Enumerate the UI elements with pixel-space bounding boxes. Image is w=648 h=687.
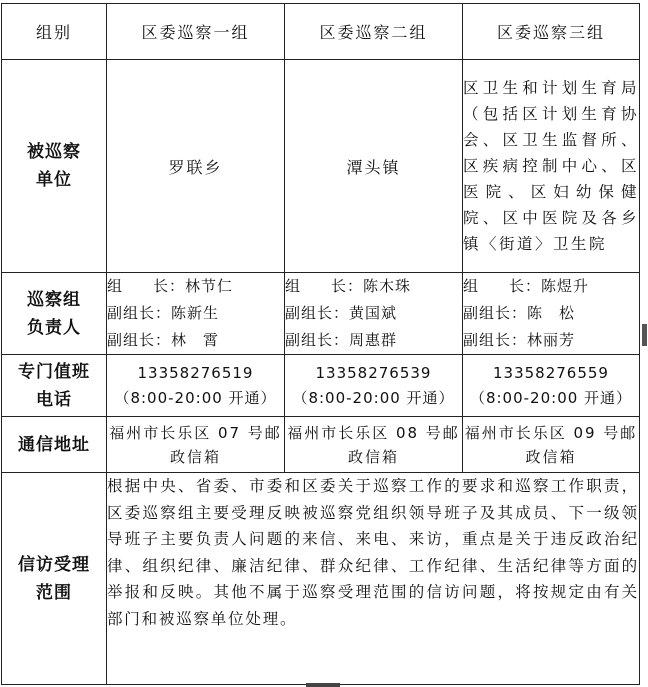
group-2-unit: 潭头镇 bbox=[285, 60, 463, 273]
page-edge-marker bbox=[306, 683, 340, 687]
group-3-phone bbox=[463, 355, 640, 417]
scope-row bbox=[2, 473, 640, 685]
leader-line: 副组长：黄国斌 bbox=[285, 304, 398, 322]
scope-text: 根据中央、省委、市委和区委关于巡察工作的要求和巡察工作职责，区委巡察组主要受理反映被巡察党组织领导班子及其成员、下一级领导班子主要负责人问题的来信、来电、来访，重点是关于违反政治纪律、组织纪律、廉洁纪律、群众纪律、工作纪律、生活纪律等方面的举报和反映。其他不属于巡察受理范围的信访问题，将按规定由有关部门和被巡察单位处理。 bbox=[107, 473, 640, 685]
phone-number: 13358276539 bbox=[315, 363, 432, 382]
group-1-address: 福州市长乐区 07 号邮政信箱 bbox=[107, 417, 285, 473]
group-1-leaders bbox=[107, 273, 285, 355]
group-1-phone bbox=[107, 355, 285, 417]
phone-label: 专门值班 电话 bbox=[2, 355, 107, 417]
inspected-units-row bbox=[2, 60, 640, 273]
group-3-header: 区委巡察三组 bbox=[463, 4, 640, 60]
group-3-unit: 区卫生和计划生育局（包括区计划生育协会、区卫生监督所、区疾病控制中心、区医院、区妇幼保健院、区中医院及各乡镇〈街道〉卫生院 bbox=[463, 60, 640, 273]
inspection-info-table bbox=[1, 3, 640, 685]
group-2-phone bbox=[285, 355, 463, 417]
leader-line: 组 长：林节仁 bbox=[107, 277, 234, 295]
group-column-label: 组别 bbox=[2, 4, 107, 60]
address-label: 通信地址 bbox=[2, 417, 107, 473]
leader-line: 组 长：陈木珠 bbox=[285, 277, 412, 295]
scope-label: 信访受理 范围 bbox=[2, 473, 107, 685]
leader-line: 副组长：林丽芳 bbox=[463, 331, 576, 349]
group-3-address: 福州市长乐区 09 号邮政信箱 bbox=[463, 417, 640, 473]
phone-hours: （8:00-20:00 开通） bbox=[292, 388, 455, 407]
leader-line: 副组长：陈 松 bbox=[463, 304, 576, 322]
leader-line: 副组长：周惠群 bbox=[285, 331, 398, 349]
leader-line: 组 长：陈煜升 bbox=[463, 277, 590, 295]
group-1-unit: 罗联乡 bbox=[107, 60, 285, 273]
address-row bbox=[2, 417, 640, 473]
group-3-leaders bbox=[463, 273, 640, 355]
group-2-leaders bbox=[285, 273, 463, 355]
header-row bbox=[2, 4, 640, 60]
group-1-header: 区委巡察一组 bbox=[107, 4, 285, 60]
inspected-units-label: 被巡察 单位 bbox=[2, 60, 107, 273]
leader-line: 副组长：林 霄 bbox=[107, 331, 220, 349]
scrollbar-marker[interactable] bbox=[642, 324, 647, 346]
leaders-label: 巡察组 负责人 bbox=[2, 273, 107, 355]
phone-row bbox=[2, 355, 640, 417]
phone-number: 13358276519 bbox=[137, 363, 254, 382]
leaders-row bbox=[2, 273, 640, 355]
phone-hours: （8:00-20:00 开通） bbox=[114, 388, 277, 407]
group-2-header: 区委巡察二组 bbox=[285, 4, 463, 60]
leader-line: 副组长：陈新生 bbox=[107, 304, 220, 322]
phone-hours: （8:00-20:00 开通） bbox=[469, 388, 633, 407]
group-2-address: 福州市长乐区 08 号邮政信箱 bbox=[285, 417, 463, 473]
phone-number: 13358276559 bbox=[493, 363, 609, 382]
